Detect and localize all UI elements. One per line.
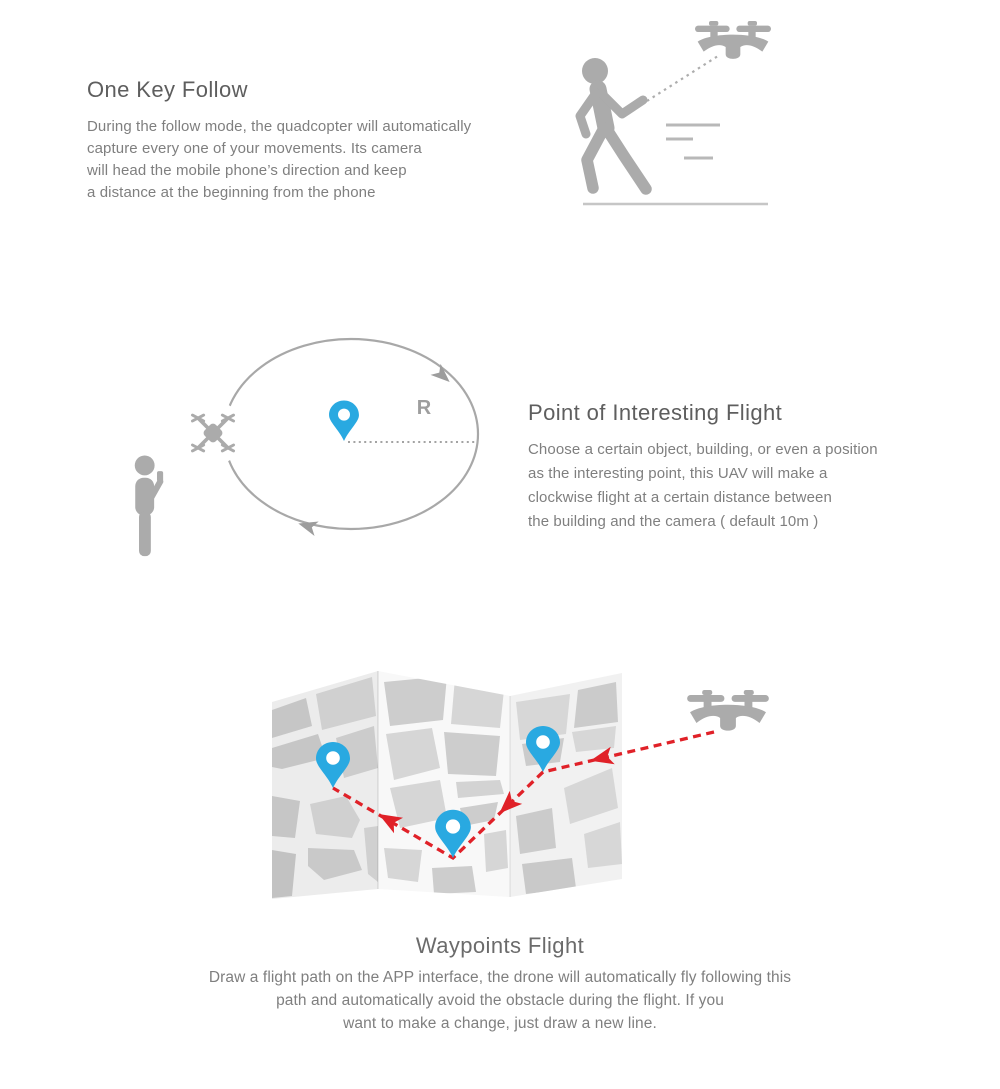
- follow-mode-illustration: [560, 15, 780, 215]
- body-line: the building and the camera ( default 10m ): [528, 512, 819, 530]
- poi-pin-icon: [329, 401, 359, 441]
- body-line: During the follow mode, the quadcopter will automatically: [87, 117, 472, 135]
- body-line: capture every one of your movements. Its camera: [87, 139, 422, 157]
- drone-front-icon: [687, 690, 769, 731]
- section-title: Waypoints Flight: [415, 933, 585, 958]
- body-line: a distance at the beginning from the phone: [87, 183, 376, 201]
- body-line: Draw a flight path on the APP interface, the drone will automatically fly following this: [208, 969, 792, 986]
- folded-map-icon: [272, 671, 622, 899]
- radius-label: R: [416, 397, 432, 419]
- body-line: Choose a certain object, building, or even a position: [528, 440, 878, 458]
- walking-person-icon: [580, 58, 646, 189]
- section-title: Point of Interesting Flight: [528, 400, 783, 425]
- orbit-ellipse: [224, 339, 478, 529]
- body-line: path and automatically avoid the obstacle during the flight. If you: [276, 992, 724, 1009]
- waypoints-illustration: [272, 668, 790, 910]
- section-point-of-interesting-flight-text: [528, 399, 878, 534]
- drone-front-icon: [695, 21, 771, 59]
- section-one-key-follow-text: [87, 76, 471, 204]
- body-line: will head the mobile phone’s direction and keep: [87, 161, 407, 179]
- section-title: One Key Follow: [87, 77, 248, 102]
- section-body: [528, 438, 878, 534]
- body-line: want to make a change, just draw a new line.: [343, 1015, 657, 1032]
- speed-lines-icon: [666, 125, 720, 158]
- section-body: [0, 966, 1000, 1035]
- body-line: clockwise flight at a certain distance between: [528, 488, 832, 506]
- follow-dotted-line: [647, 56, 718, 101]
- section-body: [87, 116, 471, 204]
- orbit-illustration: [115, 330, 500, 565]
- body-line: as the interesting point, this UAV will make a: [528, 464, 828, 482]
- pilot-person-icon: [135, 455, 163, 556]
